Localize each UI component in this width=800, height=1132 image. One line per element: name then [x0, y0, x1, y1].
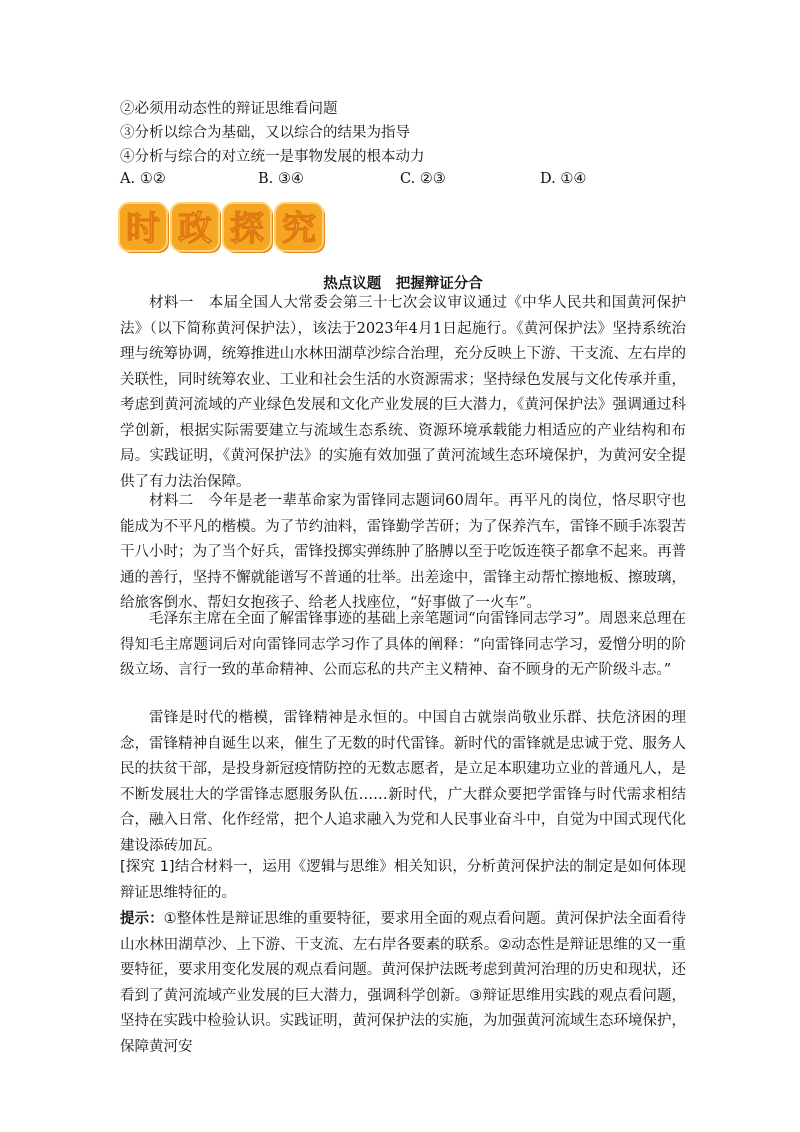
banner-char: 时 [126, 209, 160, 249]
choice-c: C. ②③ [400, 171, 446, 187]
section-title: 热点议题 把握辩证分合 [323, 276, 483, 292]
banner-char: 探 [230, 209, 264, 249]
hint-paragraph [120, 907, 686, 1060]
option-statement-3: ③分析以综合为基础，又以综合的结果为指导 [120, 125, 410, 141]
material-two-paragraph-2: 毛泽东主席在全面了解雷锋事迹的基础上亲笔题词“向雷锋同志学习”。周恩来总理在得知毛主席题词后对向雷锋同志学习作了具体的阐释：“向雷锋同志学习，爱憎分明的阶级立场、言行一致的革命精神、公而忘私的共产主义精神、奋不顾身的无产阶级斗志。” [120, 611, 686, 678]
option-statement-4: ④分析与综合的对立统一是事物发展的根本动力 [120, 149, 425, 165]
banner-char: 究 [282, 209, 316, 249]
section-banner [118, 201, 326, 259]
hint-text: ①整体性是辩证思维的重要特征，要求用全面的观点看问题。黄河保护法全面看待山水林田湖草沙、上下游、干支流、左右岸各要素的联系。②动态性是辩证思维的又一重要特征，要求用变化发展的观点看问题。黄河保护法既考虑到黄河治理的历史和现状，还看到了黄河流域产业发展的巨大潜力，强调科学创新。③辩证思维用实践的观点看问题，坚持在实践中检验认识。实践证明，黄河保护法的实施，为加强黄河流域生态环境保护，保障黄河安 [120, 911, 687, 1055]
choice-b: B. ③④ [258, 171, 304, 187]
option-statement-2: ②必须用动态性的辩证思维看问题 [120, 101, 338, 117]
choice-a: A. ①② [120, 171, 166, 187]
material-two-paragraph-1: 材料二 今年是老一辈革命家为雷锋同志题词60周年。再平凡的岗位，恪尽职守也能成为不平凡的楷模。为了节约油料，雷锋勤学苦研；为了保养汽车，雷锋不顾手冻裂苦干八小时；为了当个好兵，雷锋投掷实弹练肿了胳膊以至于吃饭连筷子都拿不起来。再普通的善行，坚持不懈就能谱写不普通的壮举。出差途中，雷锋主动帮忙擦地板、擦玻璃，给旅客倒水、帮妇女抱孩子、给老人找座位，“好事做了一火车”。 [120, 493, 686, 611]
material-two-paragraph-3: 雷锋是时代的楷模，雷锋精神是永恒的。中国自古就崇尚敬业乐群、扶危济困的理念，雷锋精神自诞生以来，催生了无数的时代雷锋。新时代的雷锋就是忠诚于党、服务人民的扶贫干部，是投身新冠疫情防控的无数志愿者，是立足本职建功立业的普通凡人，是不断发展壮大的学雷锋志愿服务队伍……新时代，广大群众要把学雷锋与时代需求相结合，融入日常、化作经常，把个人追求融入为党和人民事业奋斗中，自觉为中国式现代化建设添砖加瓦。 [120, 710, 686, 854]
answer-choices [120, 171, 640, 191]
inquiry-question: [探究 1]结合材料一，运用《逻辑与思维》相关知识，分析黄河保护法的制定是如何体现辩证思维特征的。 [120, 859, 686, 901]
material-one: 材料一 本届全国人大常委会第三十七次会议审议通过《中华人民共和国黄河保护法》（以下简称黄河保护法），该法于2023年4月1日起施行。《黄河保护法》坚持系统治理与统筹协调，统筹推进山水林田湖草沙综合治理，充分反映上下游、干支流、左右岸的关联性，同时统筹农业、工业和社会生活的水资源需求；坚持绿色发展与文化传承并重，考虑到黄河流域的产业绿色发展和文化产业发展的巨大潜力，《黄河保护法》强调通过科学创新，根据实际需要建立与流域生态系统、资源环境承载能力相适应的产业结构和布局。实践证明，《黄河保护法》的实施有效加强了黄河流域生态环境保护，为黄河安全提供了有力法治保障。 [120, 295, 686, 490]
choice-d: D. ①④ [540, 171, 587, 187]
banner-char: 政 [178, 209, 212, 249]
hint-label: 提示： [120, 911, 164, 927]
